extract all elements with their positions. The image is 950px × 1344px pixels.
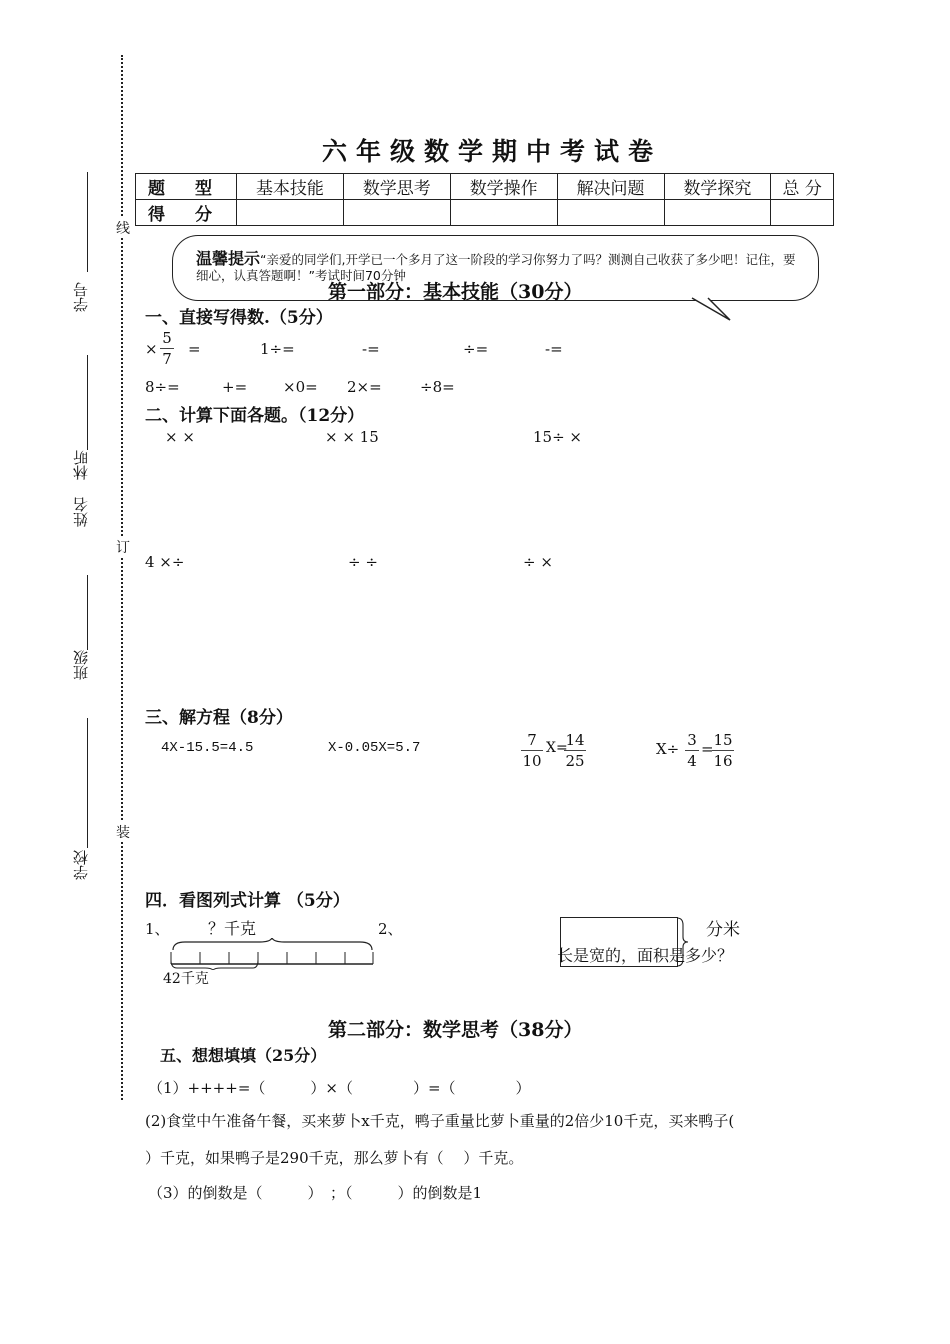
s1-row2-item: += [222, 378, 248, 396]
part1-title: 第一部分：基本技能（30分） [328, 281, 583, 303]
score-table-category: 总 分 [771, 174, 834, 200]
score-table-category: 数学思考 [343, 174, 450, 200]
score-table-score-head: 得 分 [136, 200, 237, 226]
s1-eq2: 1÷= [260, 340, 295, 358]
class-line [87, 575, 88, 650]
s2-expr: × × [165, 428, 195, 446]
s4-question: 长是宽的，面积是多少？ [557, 946, 734, 965]
score-table-type-head: 题 型 [136, 174, 237, 200]
s4-unit-label: 分米 [706, 920, 740, 940]
s3-eq3-fraction1 [521, 730, 543, 771]
s3-eq3-f1-num: 7 [527, 731, 537, 749]
binding-char-ding: 订 [116, 537, 130, 557]
score-table-category: 数学探究 [664, 174, 771, 200]
s3-eq3-mid: X= [546, 740, 568, 756]
s3-equation1: 4X-15.5=4.5 [161, 740, 254, 756]
s2-expr: 15÷ × [533, 428, 582, 446]
class-label: 班级 [72, 650, 90, 680]
school-label: 学校 [72, 850, 90, 880]
tip-body: “亲爱的同学们,开学已一个多月了这一阶段的学习你努力了吗？测测自己收获了多少吧！记住，要细心，认真答题啊！”考试时间70分钟 [196, 252, 796, 283]
section4-title: 四．看图列式计算 （5分） [145, 891, 350, 911]
student-id-label: 学号 [72, 282, 90, 312]
s3-eq3-f2-num: 14 [565, 731, 585, 749]
s3-eq4-f1-den: 4 [685, 750, 699, 771]
student-id-line [87, 172, 88, 272]
s3-eq4-lead: X÷ [656, 740, 680, 758]
score-table [135, 173, 834, 226]
s3-eq4-mid: = [701, 740, 714, 758]
s4-item2: 2、 [378, 920, 403, 938]
s5-question1: （1）++++=（ ）×（ ）=（ ） [148, 1079, 531, 1097]
s3-eq3-f1-den: 10 [522, 752, 542, 770]
s1-eq1: = [188, 340, 201, 358]
s1-frac-den: 7 [160, 348, 174, 369]
s2-expr: ÷ × [523, 553, 553, 571]
score-cell[interactable] [557, 200, 664, 226]
page-title: 六年级数学期中考试卷 [322, 137, 663, 166]
score-cell[interactable] [343, 200, 450, 226]
section1-title: 一、直接写得数.（5分） [145, 308, 333, 328]
s4-unknown-label: ？千克 [208, 919, 257, 938]
part2-title: 第二部分：数学思考（38分） [328, 1019, 583, 1041]
name-value: 林昕 [72, 450, 90, 480]
s3-eq3-fraction2 [564, 730, 586, 771]
tip-lead: 温馨提示 [196, 249, 261, 268]
score-cell[interactable] [771, 200, 834, 226]
bubble-pointer [690, 296, 740, 324]
s2-expr: 4 ×÷ [145, 553, 185, 571]
s1-row2-item: 2×= [347, 378, 382, 396]
section2-title: 二、计算下面各题。（12分） [145, 406, 365, 426]
s1-frac-num: 5 [162, 329, 172, 347]
s1-row2-item: ×0= [283, 378, 318, 396]
s1-row2-item: 8÷= [145, 378, 180, 396]
s1-row2-item: ÷8= [420, 378, 455, 396]
name-label: 姓名 [72, 497, 90, 527]
s5-question2-line2: ）千克，如果鸭子是290千克，那么萝卜有（ ）千克。 [145, 1149, 524, 1167]
s1-eq3: -= [362, 340, 380, 358]
s5-question3: （3）的倒数是（ ） ；（ ）的倒数是1 [148, 1184, 483, 1202]
score-cell[interactable] [450, 200, 557, 226]
s4-item1: 1、 [145, 920, 170, 938]
score-table-header-row [136, 174, 834, 200]
s5-question2-line1: (2)食堂中午准备午餐，买来萝卜x千克，鸭子重量比萝卜重量的2倍少10千克，买来鸭子( [145, 1112, 735, 1130]
score-cell[interactable] [664, 200, 771, 226]
s4-top-brace [173, 938, 372, 950]
s3-equation2: X-0.05X=5.7 [328, 740, 421, 756]
s3-eq4-fraction1 [685, 730, 699, 771]
section5-title: 五、想想填填（25分） [160, 1046, 327, 1065]
score-table-score-row [136, 200, 834, 226]
s4-known-label: 42千克 [163, 971, 209, 987]
score-table-category: 解决问题 [557, 174, 664, 200]
s1-eq4: ÷= [463, 340, 489, 358]
binding-dotted-line [121, 55, 123, 1100]
score-table-category: 基本技能 [237, 174, 344, 200]
score-table-category: 数学操作 [450, 174, 557, 200]
s3-eq4-f2-den: 16 [713, 752, 733, 770]
s3-eq4-f2-num: 15 [713, 731, 733, 749]
s1-times-sign: × [145, 340, 158, 358]
s1-fraction [160, 328, 174, 369]
s4-bar-diagram [165, 938, 380, 970]
s2-expr: ÷ ÷ [348, 553, 378, 571]
s3-eq4-fraction2 [712, 730, 734, 771]
s3-eq3-f2-den: 25 [565, 752, 585, 770]
binding-char-zhuang: 装 [116, 822, 130, 842]
section3-title: 三、解方程（8分） [145, 708, 293, 728]
s2-expr: × × 15 [325, 428, 379, 446]
s3-eq4-f1-num: 3 [687, 731, 697, 749]
score-cell[interactable] [237, 200, 344, 226]
s1-eq5: -= [545, 340, 563, 358]
binding-char-xian: 线 [116, 218, 130, 238]
school-line [87, 718, 88, 848]
name-line [87, 355, 88, 450]
